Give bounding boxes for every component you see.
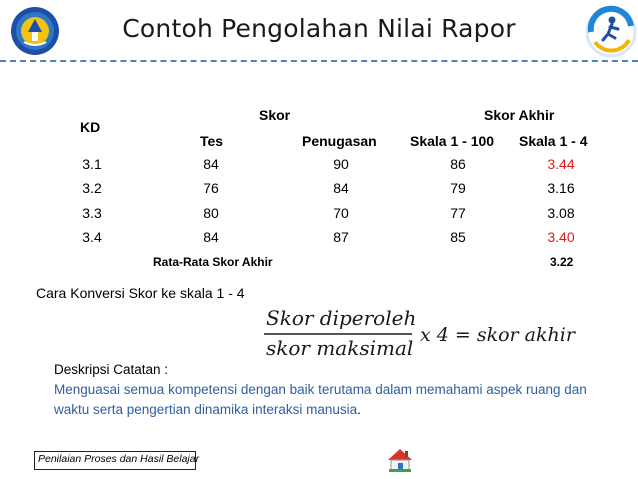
header-kd: KD xyxy=(80,119,101,135)
cell-penugasan: 70 xyxy=(333,205,349,221)
header-skala-4: Skala 1 - 4 xyxy=(519,133,588,149)
formula-numerator: Skor diperoleh xyxy=(266,306,417,330)
header-divider xyxy=(0,60,638,62)
formula-rhs: x 4 = skor akhir xyxy=(420,324,575,346)
description-title: Deskripsi Catatan : xyxy=(54,362,169,377)
cell-tes: 76 xyxy=(203,180,219,196)
cell-skala-4: 3.40 xyxy=(547,229,575,245)
header-skala-100: Skala 1 - 100 xyxy=(410,133,495,149)
cell-kd: 3.2 xyxy=(82,180,102,196)
cell-penugasan: 87 xyxy=(333,229,349,245)
cell-tes: 80 xyxy=(203,205,219,221)
cell-penugasan: 84 xyxy=(333,180,349,196)
kurikulum-2013-logo xyxy=(581,2,638,60)
cell-kd: 3.1 xyxy=(82,156,102,172)
average-label: Rata-Rata Skor Akhir xyxy=(153,255,273,269)
header-skor-akhir: Skor Akhir xyxy=(484,107,555,123)
average-value: 3.22 xyxy=(550,255,574,269)
description-text: Menguasai semua kompetensi dengan baik terutama dalam memahami aspek ruang dan waktu serta pengertian dinamika interaksi manusia xyxy=(54,382,587,417)
formula-denominator: skor maksimal xyxy=(266,336,414,360)
cell-kd: 3.4 xyxy=(82,229,102,245)
cell-skala-4: 3.16 xyxy=(547,180,575,196)
cell-skala-100: 85 xyxy=(450,229,466,245)
cell-skala-100: 79 xyxy=(450,180,466,196)
cell-tes: 84 xyxy=(203,229,219,245)
conversion-label: Cara Konversi Skor ke skala 1 - 4 xyxy=(36,285,245,301)
cell-skala-4: 3.44 xyxy=(547,156,575,172)
page-title: Contoh Pengolahan Nilai Rapor xyxy=(122,14,516,43)
header-skor: Skor xyxy=(259,107,291,123)
cell-skala-100: 86 xyxy=(450,156,466,172)
home-icon[interactable] xyxy=(387,448,413,472)
cell-skala-4: 3.08 xyxy=(547,205,575,221)
conversion-formula xyxy=(262,303,582,363)
description-terminal: . xyxy=(357,402,361,417)
cell-penugasan: 90 xyxy=(333,156,349,172)
description-body xyxy=(54,380,594,420)
cell-kd: 3.3 xyxy=(82,205,102,221)
footer-label: Penilaian Proses dan Hasil Belajar xyxy=(38,453,200,465)
cell-tes: 84 xyxy=(203,156,219,172)
cell-skala-100: 77 xyxy=(450,205,466,221)
header-penugasan: Penugasan xyxy=(302,133,377,149)
header-tes: Tes xyxy=(200,133,224,149)
